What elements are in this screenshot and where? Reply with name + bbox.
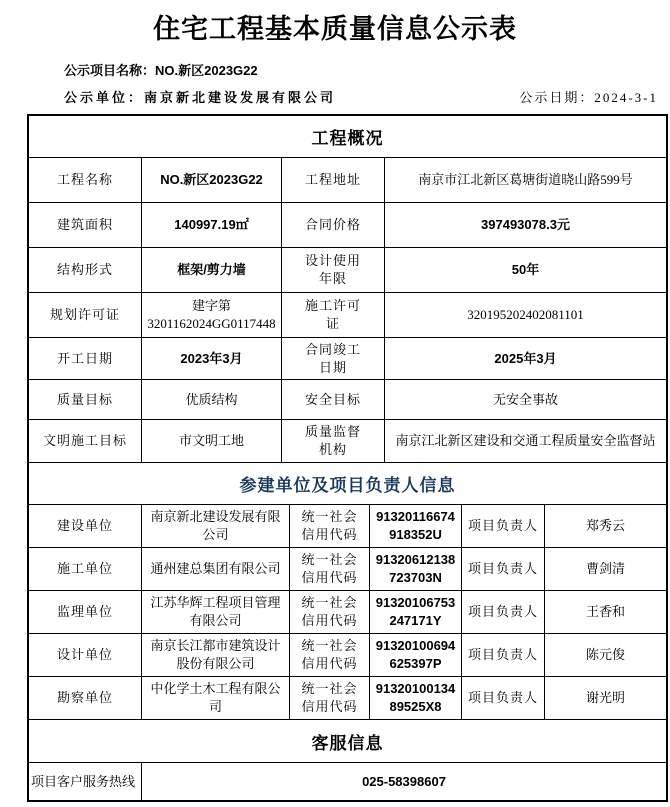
project-name-label: 公示项目名称：	[64, 63, 156, 78]
manager-label: 项目负责人	[462, 591, 545, 634]
participant-company: 江苏华辉工程项目管理有限公司	[142, 591, 290, 634]
form-table	[27, 114, 668, 802]
overview-value: 397493078.3元	[385, 203, 666, 248]
overview-value: 建字第3201162024GG0117448	[142, 293, 282, 338]
publisher-value: 南京新北建设发展有限公司	[144, 90, 337, 105]
manager-name: 曹剑清	[545, 548, 666, 591]
overview-value: 无安全事故	[385, 380, 666, 420]
credit-code-value: 91320100694625397P	[370, 634, 462, 677]
customer-service-grid	[29, 763, 666, 800]
overview-value: 市文明工地	[142, 420, 282, 463]
credit-code-value: 91320106753247171Y	[370, 591, 462, 634]
manager-name: 郑秀云	[545, 505, 666, 548]
overview-value: 南京市江北新区葛塘街道晓山路599号	[385, 158, 666, 203]
overview-label: 质量监督机构	[282, 420, 385, 463]
meta-project-line	[64, 60, 660, 79]
participant-role: 设计单位	[29, 634, 142, 677]
participant-company: 中化学土木工程有限公司	[142, 677, 290, 720]
section-header-customer-service: 客服信息	[29, 720, 666, 763]
participant-role: 施工单位	[29, 548, 142, 591]
manager-label: 项目负责人	[462, 505, 545, 548]
manager-name: 王香和	[545, 591, 666, 634]
overview-label: 安全目标	[282, 380, 385, 420]
manager-label: 项目负责人	[462, 677, 545, 720]
participant-company: 南京新北建设发展有限公司	[142, 505, 290, 548]
participants-grid	[29, 505, 666, 720]
participant-company: 南京长江都市建筑设计股份有限公司	[142, 634, 290, 677]
overview-label: 建筑面积	[29, 203, 142, 248]
participant-role: 监理单位	[29, 591, 142, 634]
overview-value: 南京江北新区建设和交通工程质量安全监督站	[385, 420, 666, 463]
overview-label: 规划许可证	[29, 293, 142, 338]
publish-date-label: 公示日期：	[519, 90, 595, 105]
publish-date-value: 2024-3-1	[594, 90, 658, 105]
participant-role: 勘察单位	[29, 677, 142, 720]
overview-label: 设计使用年限	[282, 248, 385, 293]
overview-label: 合同竣工日期	[282, 338, 385, 380]
overview-label: 质量目标	[29, 380, 142, 420]
overview-label: 结构形式	[29, 248, 142, 293]
manager-name: 谢光明	[545, 677, 666, 720]
overview-value: 2023年3月	[142, 338, 282, 380]
overview-value: 50年	[385, 248, 666, 293]
overview-label: 工程地址	[282, 158, 385, 203]
manager-label: 项目负责人	[462, 634, 545, 677]
manager-label: 项目负责人	[462, 548, 545, 591]
credit-code-label: 统一社会信用代码	[290, 505, 370, 548]
overview-label: 合同价格	[282, 203, 385, 248]
credit-code-value: 91320116674918352U	[370, 505, 462, 548]
publisher-line	[64, 87, 336, 106]
overview-value: 320195202402081101	[385, 293, 666, 338]
overview-grid	[29, 158, 666, 463]
participant-company: 通州建总集团有限公司	[142, 548, 290, 591]
meta-block	[64, 60, 660, 106]
page-title: 住宅工程基本质量信息公示表	[153, 14, 517, 44]
manager-name: 陈元俊	[545, 634, 666, 677]
overview-value: 140997.19㎡	[142, 203, 282, 248]
participant-role: 建设单位	[29, 505, 142, 548]
section-header-participants: 参建单位及项目负责人信息	[29, 463, 666, 505]
credit-code-label: 统一社会信用代码	[290, 634, 370, 677]
section-header-overview: 工程概况	[29, 116, 666, 158]
hotline-label: 项目客户服务热线	[29, 763, 142, 800]
hotline-number: 025-58398607	[362, 773, 446, 789]
meta-second-line	[64, 87, 660, 106]
publisher-label: 公示单位：	[64, 90, 145, 105]
overview-label: 开工日期	[29, 338, 142, 380]
overview-label: 施工许可证	[282, 293, 385, 338]
overview-value: 框架/剪力墙	[142, 248, 282, 293]
project-name-value: NO.新区2023G22	[155, 63, 258, 78]
overview-label: 文明施工目标	[29, 420, 142, 463]
credit-code-label: 统一社会信用代码	[290, 548, 370, 591]
overview-value: 优质结构	[142, 380, 282, 420]
credit-code-label: 统一社会信用代码	[290, 677, 370, 720]
credit-code-value: 91320612138723703N	[370, 548, 462, 591]
overview-value: NO.新区2023G22	[142, 158, 282, 203]
overview-label: 工程名称	[29, 158, 142, 203]
credit-code-value: 9132010013489525X8	[370, 677, 462, 720]
publish-date-line	[519, 87, 658, 106]
credit-code-label: 统一社会信用代码	[290, 591, 370, 634]
overview-value: 2025年3月	[385, 338, 666, 380]
